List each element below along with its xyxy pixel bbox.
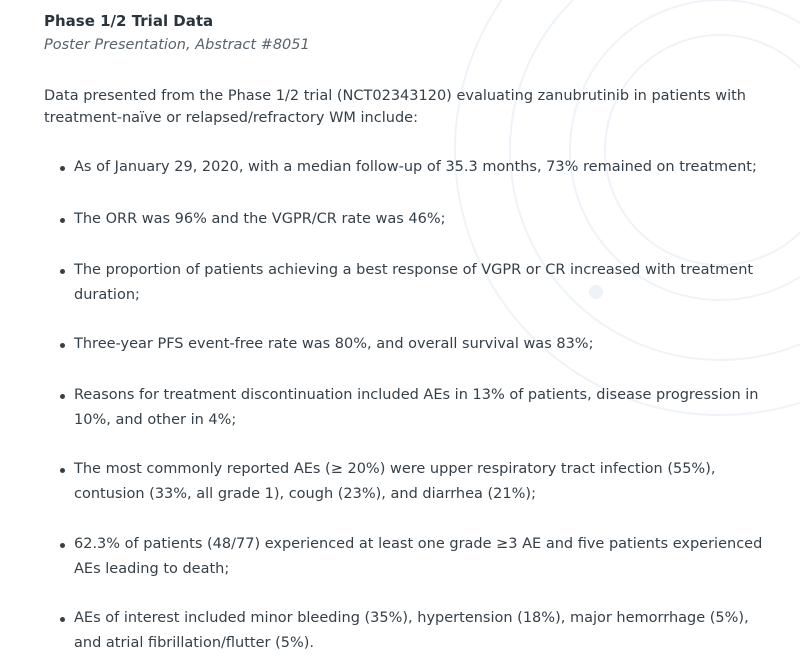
list-item [44,457,779,507]
list-item [44,606,779,656]
list-item [44,532,779,582]
bullet-icon [60,394,65,399]
list-item [44,332,779,357]
section-subtitle: Poster Presentation, Abstract #8051 [44,37,310,53]
bullet-icon [60,218,65,223]
bullet-icon [60,543,65,548]
list-item [44,258,779,308]
list-item [44,155,779,180]
list-item [44,207,779,232]
list-item-text: Reasons for treatment discontinuation included AEs in 13% of patients, disease progression in 10%, and other in 4%; [74,387,759,428]
bullet-icon [60,166,65,171]
bullet-icon [60,343,65,348]
list-item-text: Three-year PFS event-free rate was 80%, and overall survival was 83%; [74,336,594,352]
list-item-text: The ORR was 96% and the VGPR/CR rate was 46%; [74,211,446,227]
bullet-icon [60,468,65,473]
list-item [44,383,779,433]
list-item-text: 62.3% of patients (48/77) experienced at least one grade ≥3 AE and five patients experienced AEs leading to death; [74,536,763,577]
list-item-text: The proportion of patients achieving a best response of VGPR or CR increased with treatment duration; [74,262,754,303]
bullet-icon [60,617,65,622]
intro-paragraph: Data presented from the Phase 1/2 trial (NCT02343120) evaluating zanubrutinib in patients with treatment-naïve or relapsed/refractory WM include: [44,88,746,126]
bullet-icon [60,269,65,274]
list-item-text: As of January 29, 2020, with a median follow-up of 35.3 months, 73% remained on treatment; [74,159,757,175]
section-title: Phase 1/2 Trial Data [44,12,214,30]
list-item-text: AEs of interest included minor bleeding (35%), hypertension (18%), major hemorrhage (5%), and atrial fibrillation/flutter (5%). [74,610,749,651]
list-item-text: The most commonly reported AEs (≥ 20%) were upper respiratory tract infection (55%), contusion (33%, all grade 1), cough (23%), and diarrhea (21%); [74,461,716,502]
